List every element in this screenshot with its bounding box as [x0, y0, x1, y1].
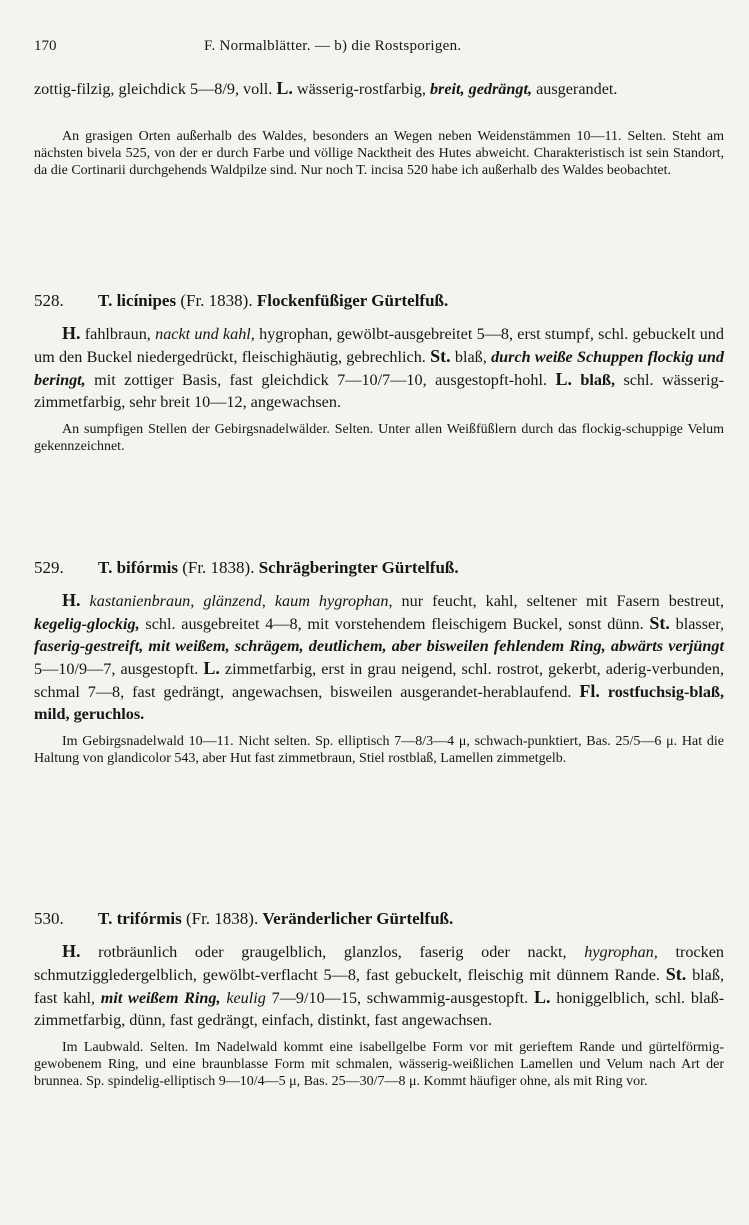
stem-text: mit zottiger Basis, fast gleichdick 7—10/7—10, ausgestopft-hohl. — [94, 371, 548, 389]
stem-text-emphasis: durch weiße Schuppen flockig und beringt, — [34, 348, 724, 389]
lamellae-text-bold: blaß, — [580, 371, 616, 389]
continuation-text — [34, 77, 724, 100]
common-name: Flockenfüßiger Gürtelfuß. — [256, 291, 449, 310]
common-name: Schrägberingter Gürtelfuß. — [258, 558, 459, 577]
lamellae-edge: ausgerandet. — [536, 80, 618, 98]
species-author: (Fr. 1838). — [180, 291, 253, 310]
cap-text: rotbräunlich oder graugelblich, glanzlos, faserig oder nackt, — [98, 943, 567, 961]
stem-text-emphasis: faserig-gestreift, mit weißem, schrägem, deutlichem, aber bisweilen fehlendem Ring, abwärts verjüngt — [34, 637, 724, 655]
genus-abbrev: T. — [98, 558, 113, 577]
entry-note: An sumpfigen Stellen der Gebirgsnadelwälder. Selten. Unter allen Weißfüßlern durch das flockig-schuppige Velum gekennzeichnet. — [34, 422, 724, 454]
cap-text-italic: hygrophan, — [584, 943, 658, 961]
page-header — [34, 38, 709, 58]
flesh-text: rostfuchsig-blaß, mild, geruchlos. — [34, 683, 724, 723]
entry-description — [34, 322, 724, 413]
stem-tag: St. — [649, 613, 670, 633]
lamellae-text: zimmetfarbig, erst in grau neigend, schl. rostrot, gekerbt, aderig-verbunden, schmal 7—8, fast gedrängt, angewachsen, bisweilen ausgerandet-herablaufend. — [34, 660, 725, 701]
stem-text: 7—9/10—15, schwammig-ausgestopft. — [271, 989, 529, 1007]
cap-tag: H. — [62, 323, 81, 343]
entry-number: 529. — [34, 558, 64, 577]
cap-text: hygrophan, gewölbt-ausgebreitet 5—8, erst stumpf, schl. gebuckelt und um den Buckel niedergedrückt, fleischighäutig, gebrechlich. — [34, 325, 724, 366]
entry-title — [34, 290, 724, 312]
species-author: (Fr. 1838). — [185, 909, 259, 928]
lamellae-traits: breit, gedrängt, — [429, 80, 533, 98]
lamellae-tag: L. — [555, 369, 572, 389]
species-name: trifórmis — [116, 909, 182, 928]
cap-text-italic: kastanienbraun, glänzend, kaum hygrophan, — [89, 592, 393, 610]
stem-text: blaß, fast kahl, — [34, 966, 724, 1007]
stem-text: blaß, — [454, 348, 487, 366]
cap-tag: H. — [62, 941, 81, 961]
entry-description — [34, 940, 724, 1031]
stem-text: 5—10/9—7, ausgestopft. — [34, 660, 199, 678]
running-title: F. Normalblätter. — b) die Rostsporigen. — [204, 38, 462, 54]
cap-text-italic: nackt und kahl, — [155, 325, 255, 343]
entry-note: Im Laubwald. Selten. Im Nadelwald kommt eine isabellgelbe Form vor mit gerieftem Rande und gürtelförmig-gewobenem Ring, und eine braunblasse Form mit schmalen, wässerig-weißlichen Lamellen und Velum nach Art der brunnea. Sp. spindelig-elliptisch 9—10/4—5 μ, Bas. 25—30/7—8 μ. Kommt häufiger ohne, als mit Ring vor. — [34, 1040, 724, 1089]
entry-529 — [34, 557, 724, 767]
genus-abbrev: T. — [98, 909, 113, 928]
cap-text: nur feucht, kahl, seltener mit Fasern bestreut, — [401, 592, 725, 610]
genus-abbrev: T. — [98, 291, 113, 310]
cap-text: fahlbraun, — [84, 325, 151, 343]
lamellae-text: honiggelblich, schl. blaß-zimmetfarbig, dünn, fast gedrängt, einfach, distinkt, fast angewachsen. — [34, 989, 725, 1029]
habitat-note: An grasigen Orten außerhalb des Waldes, besonders an Wegen neben Weidenstämmen 10—11. Selten. Steht am nächsten bivela 525, von der er durch Farbe und völlige Nacktheit des Hutes abweicht. Charakteristisch ist sein Standort, da die Cortinarii durchgehends Waldpilze sind. Nur noch T. incisa 520 habe ich außerhalb des Waldes beobachtet. — [34, 129, 724, 178]
cap-text: schl. ausgebreitet 4—8, mit vorstehendem fleischigem Buckel, sonst dünn. — [145, 615, 644, 633]
species-name: licínipes — [116, 291, 177, 310]
lamellae-color: wässerig-rostfarbig, — [296, 80, 426, 98]
common-name: Veränderlicher Gürtelfuß. — [262, 909, 454, 928]
stem-text-italic: keulig — [226, 989, 266, 1007]
entry-530 — [34, 908, 724, 1090]
lamellae-tag: L. — [276, 78, 293, 98]
flesh-tag: Fl. — [579, 681, 600, 701]
lamellae-text: schl. wässerig-zimmetfarbig, sehr breit 10—12, angewachsen. — [34, 371, 725, 411]
species-name: bifórmis — [116, 558, 178, 577]
cap-text-emphasis: kegelig-glockig, — [34, 615, 140, 633]
cap-tag: H. — [62, 590, 81, 610]
page-number: 170 — [34, 38, 57, 54]
continuation-description: zottig-filzig, gleichdick 5—8/9, voll. — [34, 80, 273, 98]
lamellae-tag: L. — [203, 658, 220, 678]
species-author: (Fr. 1838). — [182, 558, 255, 577]
entry-number: 528. — [34, 291, 64, 310]
entry-528 — [34, 290, 724, 455]
entry-description — [34, 589, 724, 725]
stem-text-emphasis: mit weißem Ring, — [100, 989, 221, 1007]
continuation-note — [34, 128, 724, 179]
lamellae-tag: L. — [533, 987, 551, 1007]
stem-text: blasser, — [675, 615, 724, 633]
entry-number: 530. — [34, 909, 64, 928]
stem-tag: St. — [430, 346, 451, 366]
stem-tag: St. — [665, 964, 687, 984]
entry-title — [34, 908, 724, 930]
entry-note: Im Gebirgsnadelwald 10—11. Nicht selten. Sp. elliptisch 7—8/3—4 μ, schwach-punktiert, Bas. 25/5—6 μ. Hat die Haltung von glandicolor 543, aber Hut fast zimmetbraun, Stiel rostblaß, Lamellen zimmetgelb. — [34, 734, 724, 766]
entry-title — [34, 557, 724, 579]
cap-text: trocken schmutziggledergelblich, gewölbt-verflacht 5—8, fast gebuckelt, fleischig mit dünnem Rande. — [34, 943, 724, 984]
